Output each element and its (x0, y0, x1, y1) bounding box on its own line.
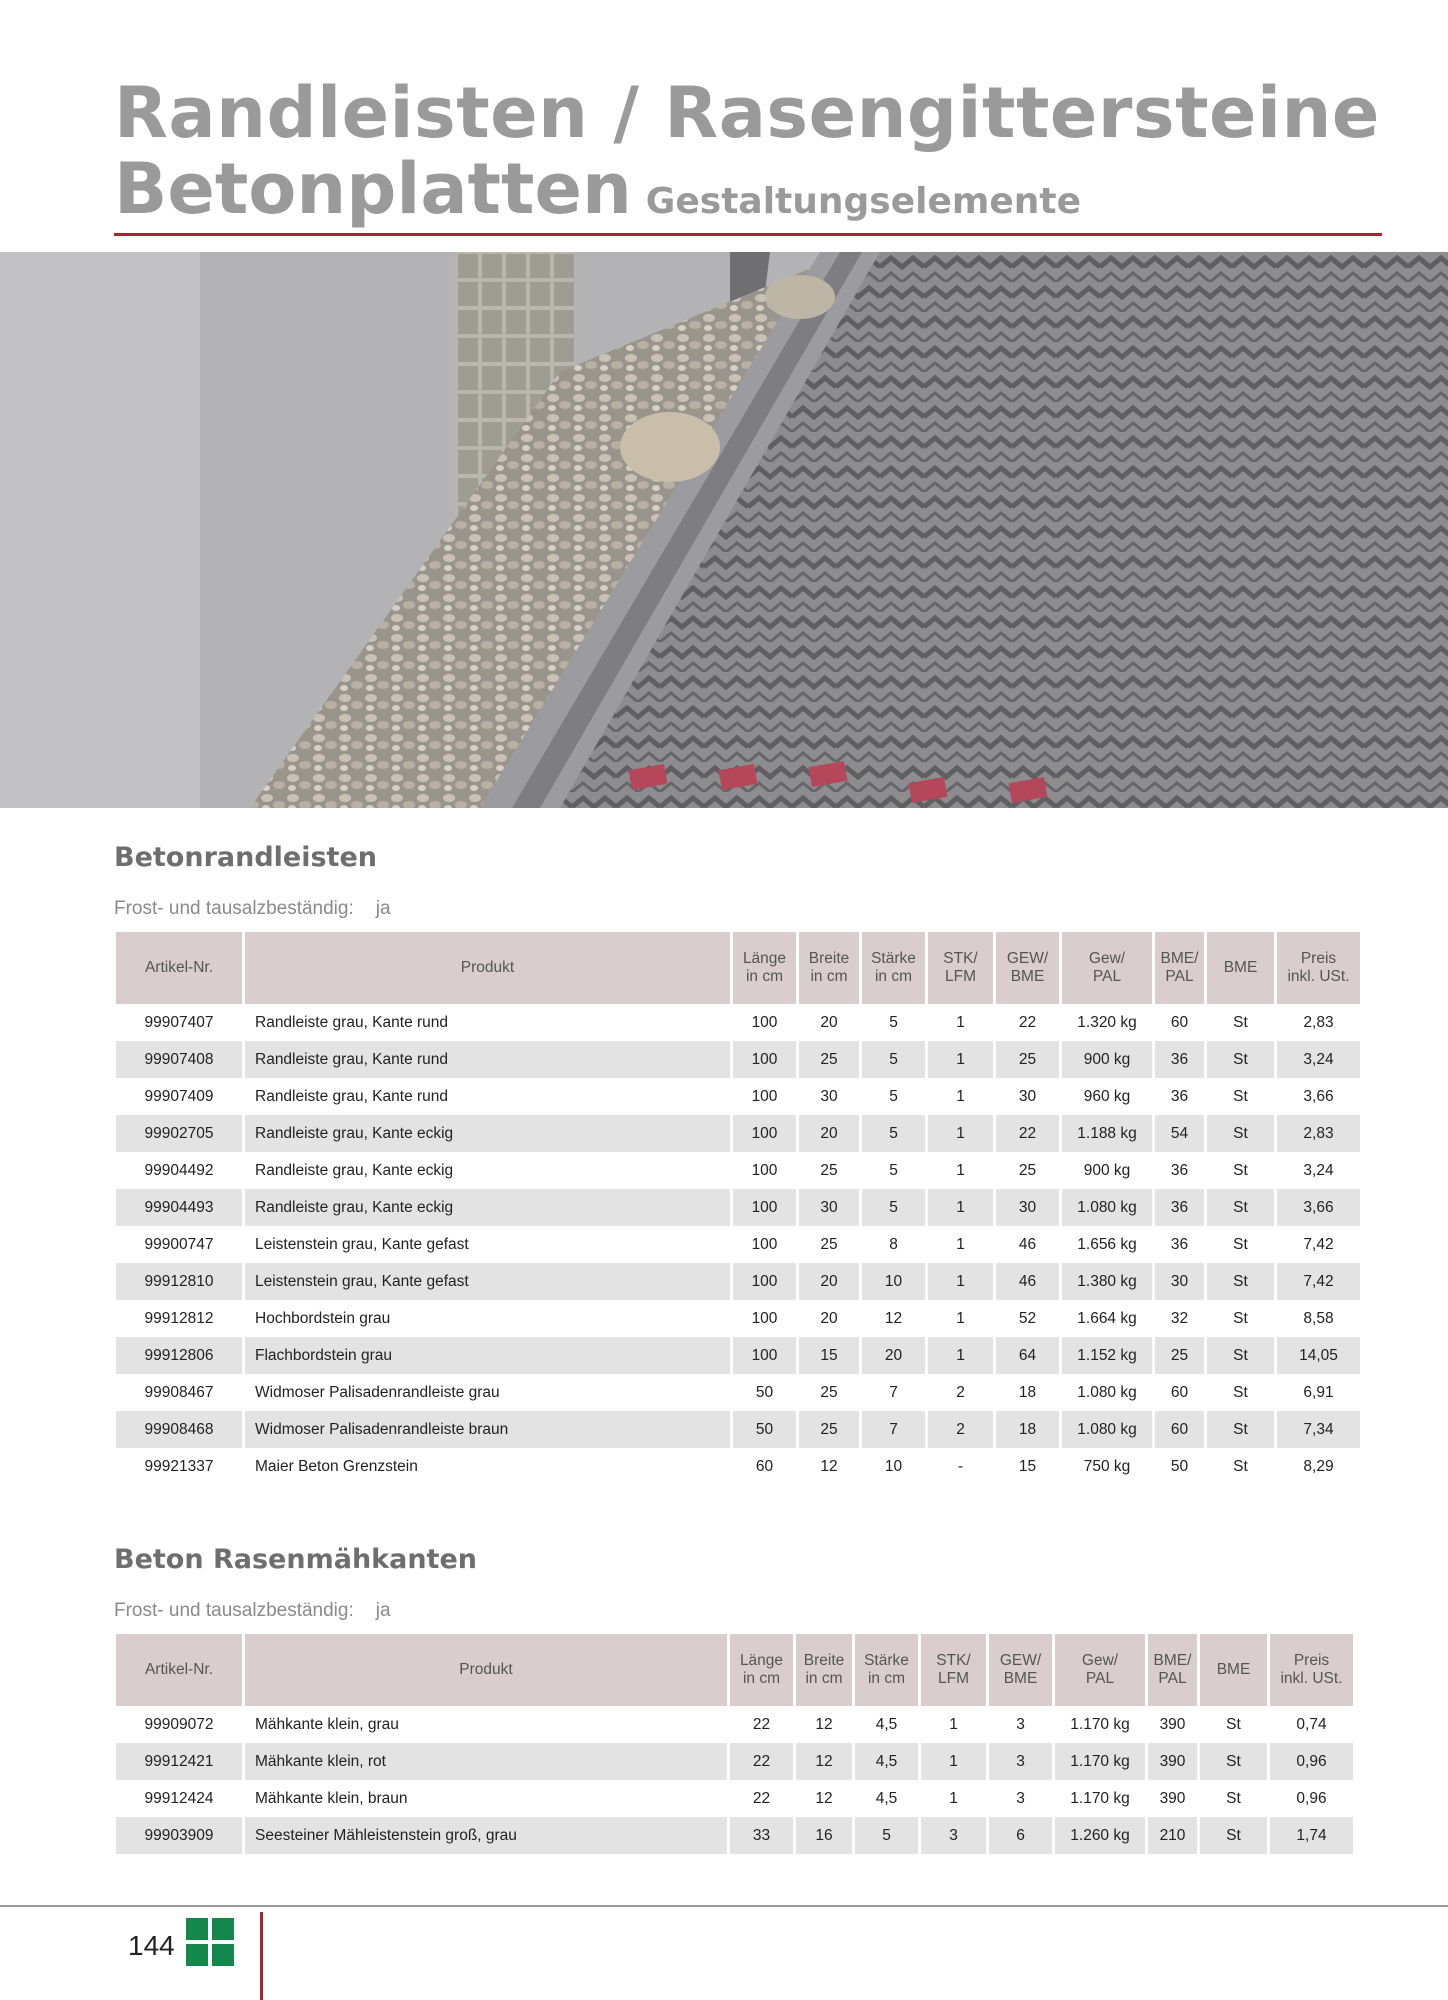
table-cell: 25 (799, 1041, 862, 1078)
table-cell: 0,96 (1296, 1789, 1327, 1807)
table-cell: 1.080 kg (1062, 1189, 1155, 1226)
table-cell: 36 (1155, 1041, 1207, 1078)
table-cell: 25 (799, 1374, 862, 1411)
table-cell: 20 (799, 1115, 862, 1152)
table-cell: 52 (996, 1300, 1062, 1337)
table-cell: 750 kg (1062, 1448, 1155, 1485)
hero-photo (0, 252, 1448, 808)
table-cell: 100 (733, 1078, 799, 1115)
col-header: Länge in cm (730, 1634, 796, 1706)
table-cell: 12 (862, 1300, 928, 1337)
table-betonrandleisten (116, 932, 1360, 1485)
table-cell: 12 (796, 1743, 855, 1780)
table-cell: Mähkante klein, rot (245, 1743, 730, 1780)
col-header: Länge in cm (733, 932, 799, 1004)
col-header: BME/ PAL (1148, 1634, 1200, 1706)
table-cell: Hochbordstein grau (245, 1300, 733, 1337)
table-cell: 18 (996, 1411, 1062, 1448)
table-cell: 210 (1148, 1817, 1200, 1854)
table-cell: Randleiste grau, Kante rund (245, 1004, 733, 1041)
table-cell: 3 (921, 1817, 989, 1854)
table-cell: 6 (989, 1817, 1055, 1854)
table-cell: 100 (733, 1226, 799, 1263)
table-cell: St (1207, 1263, 1277, 1300)
col-header: GEW/ BME (996, 932, 1062, 1004)
table-cell: St (1207, 1115, 1277, 1152)
table-cell: 60 (1155, 1374, 1207, 1411)
table-cell: 1.320 kg (1062, 1004, 1155, 1041)
table-cell: 5 (862, 1004, 928, 1041)
table-cell: 7,42 (1277, 1263, 1360, 1300)
table-cell: 15 (799, 1337, 862, 1374)
table-cell: St (1207, 1226, 1277, 1263)
table-cell: St (1207, 1337, 1277, 1374)
table-cell: 5 (862, 1152, 928, 1189)
table-cell: 0,74 (1296, 1715, 1327, 1733)
table-cell: 99912812 (116, 1300, 245, 1337)
table-cell: St (1207, 1152, 1277, 1189)
table-cell: 5 (855, 1817, 921, 1854)
table-cell: 3 (989, 1706, 1055, 1743)
table-cell: 99912810 (116, 1263, 245, 1300)
table-cell: 3,66 (1277, 1189, 1360, 1226)
frost-value: ja (375, 898, 391, 919)
table-cell: 25 (799, 1411, 862, 1448)
table-cell: 15 (996, 1448, 1062, 1485)
table-cell: - (928, 1448, 996, 1485)
footer-accent-line (260, 1912, 263, 2000)
section-title-betonrandleisten: Betonrandleisten (114, 842, 377, 873)
col-header: GEW/ BME (989, 1634, 1055, 1706)
table-cell: 99912424 (116, 1780, 245, 1817)
table-cell: 25 (996, 1041, 1062, 1078)
col-header: Artikel-Nr. (116, 932, 245, 1004)
table-cell: St (1200, 1780, 1270, 1817)
table-cell: Randleiste grau, Kante eckig (245, 1152, 733, 1189)
table-cell: 99907407 (116, 1004, 245, 1041)
table-cell: 16 (796, 1817, 855, 1854)
table-cell: 100 (733, 1300, 799, 1337)
table-cell: St (1207, 1004, 1277, 1041)
table-cell: 60 (733, 1448, 799, 1485)
table-cell: 99900747 (116, 1226, 245, 1263)
table-cell: 3,24 (1303, 1161, 1334, 1179)
table-cell: 1 (928, 1337, 996, 1374)
table-cell: Mähkante klein, braun (245, 1780, 730, 1817)
table-cell: 7 (862, 1411, 928, 1448)
table-cell: 1 (928, 1300, 996, 1337)
table-cell: 1 (928, 1078, 996, 1115)
table-cell: 99904493 (116, 1189, 245, 1226)
table-cell: Leistenstein grau, Kante gefast (245, 1226, 733, 1263)
table-cell: Seesteiner Mähleistenstein groß, grau (245, 1817, 730, 1854)
table-cell: 54 (1155, 1115, 1207, 1152)
table-cell: 22 (996, 1115, 1062, 1152)
table-cell: St (1207, 1189, 1277, 1226)
table-cell: 22 (996, 1004, 1062, 1041)
table-cell: 12 (799, 1448, 862, 1485)
table-cell: 99904492 (116, 1152, 245, 1189)
table-cell: 36 (1155, 1152, 1207, 1189)
table-cell: 1.080 kg (1062, 1374, 1155, 1411)
table-cell: 25 (996, 1152, 1062, 1189)
table-cell: 8,29 (1303, 1457, 1334, 1475)
table-cell: 1 (928, 1115, 996, 1152)
table-cell: 0,96 (1270, 1743, 1353, 1780)
table-cell: St (1207, 1078, 1277, 1115)
table-cell: 25 (799, 1226, 862, 1263)
table-cell: 1 (928, 1004, 996, 1041)
col-header: Preis inkl. USt. (1277, 932, 1360, 1004)
table-header-row (116, 932, 1360, 1004)
table-cell: 1 (921, 1780, 989, 1817)
table-cell: 99909072 (116, 1706, 245, 1743)
table-cell: 60 (1155, 1004, 1207, 1041)
table-row (116, 1337, 1360, 1374)
grid-logo-icon (186, 1918, 234, 1966)
table-cell: 3 (989, 1743, 1055, 1780)
table-cell: 6,91 (1303, 1383, 1334, 1401)
table-cell: 99907408 (116, 1041, 245, 1078)
table-cell: 99908467 (116, 1374, 245, 1411)
table-row (116, 1817, 1353, 1854)
table-cell: 3 (989, 1780, 1055, 1817)
table-cell: 900 kg (1062, 1041, 1155, 1078)
section-title-rasenmaehkanten: Beton Rasenmähkanten (114, 1544, 477, 1575)
table-cell: 1 (928, 1041, 996, 1078)
table-cell: 36 (1155, 1226, 1207, 1263)
table-cell: 33 (730, 1817, 796, 1854)
table-row (116, 1226, 1360, 1263)
table-cell: 99902705 (116, 1115, 245, 1152)
table-row (116, 1041, 1360, 1078)
table-cell: 99912421 (116, 1743, 245, 1780)
table-cell: Maier Beton Grenzstein (245, 1448, 733, 1485)
table-cell: 30 (996, 1189, 1062, 1226)
table-cell: 30 (799, 1078, 862, 1115)
table-rasenmaehkanten (116, 1634, 1353, 1854)
table-cell: 22 (730, 1780, 796, 1817)
table-row (116, 1300, 1360, 1337)
table-cell: 99912806 (116, 1337, 245, 1374)
table-cell: 25 (1155, 1337, 1207, 1374)
col-header: Gew/ PAL (1062, 932, 1155, 1004)
col-header: STK/ LFM (921, 1634, 989, 1706)
table-cell: 4,5 (855, 1743, 921, 1780)
table-cell: 8,58 (1303, 1309, 1334, 1327)
table-row (116, 1743, 1353, 1780)
table-cell: 1.170 kg (1055, 1743, 1148, 1780)
table-cell: 46 (996, 1226, 1062, 1263)
table-cell: St (1207, 1041, 1277, 1078)
col-header: Preis inkl. USt. (1270, 1634, 1353, 1706)
table-cell: 25 (799, 1152, 862, 1189)
footer-divider (0, 1905, 1448, 1907)
table-cell: Widmoser Palisadenrandleiste grau (245, 1374, 733, 1411)
table-cell: 99903909 (116, 1817, 245, 1854)
col-header: Breite in cm (796, 1634, 855, 1706)
table-cell: 900 kg (1062, 1152, 1155, 1189)
col-header: STK/ LFM (928, 932, 996, 1004)
table-cell: 100 (733, 1004, 799, 1041)
table-cell: 30 (1155, 1263, 1207, 1300)
frost-note-2 (114, 1600, 391, 1622)
table-cell: 5 (862, 1115, 928, 1152)
col-header: Produkt (245, 932, 733, 1004)
table-cell: 64 (996, 1337, 1062, 1374)
table-cell: St (1200, 1706, 1270, 1743)
table-cell: 20 (799, 1263, 862, 1300)
table-cell: 100 (733, 1263, 799, 1300)
table-cell: 2 (928, 1374, 996, 1411)
table-cell: 20 (862, 1337, 928, 1374)
frost-label: Frost- und tausalzbeständig: (114, 1600, 354, 1621)
table-cell: 8 (862, 1226, 928, 1263)
table-cell: 2,83 (1303, 1013, 1334, 1031)
frost-value: ja (375, 1600, 391, 1621)
table-cell: 30 (996, 1078, 1062, 1115)
table-cell: 1 (921, 1706, 989, 1743)
frost-label: Frost- und tausalzbeständig: (114, 898, 354, 919)
table-cell: 390 (1148, 1743, 1200, 1780)
table-cell: 100 (733, 1115, 799, 1152)
col-header: Stärke in cm (862, 932, 928, 1004)
table-row (116, 1411, 1360, 1448)
table-cell: Widmoser Palisadenrandleiste braun (245, 1411, 733, 1448)
table-cell: 50 (1155, 1448, 1207, 1485)
table-cell: 1.260 kg (1055, 1817, 1148, 1854)
table-cell: Randleiste grau, Kante rund (245, 1041, 733, 1078)
page-title (114, 72, 1380, 230)
title-line-1: Randleisten / Rasengittersteine (114, 72, 1380, 154)
table-cell: 3,66 (1303, 1087, 1334, 1105)
col-header: BME (1207, 932, 1277, 1004)
col-header: Produkt (245, 1634, 730, 1706)
table-row (116, 1448, 1360, 1485)
table-cell: 99908468 (116, 1411, 245, 1448)
table-cell: 2,83 (1277, 1115, 1360, 1152)
table-cell: 36 (1155, 1189, 1207, 1226)
table-row (116, 1078, 1360, 1115)
col-header: Artikel-Nr. (116, 1634, 245, 1706)
table-cell: Leistenstein grau, Kante gefast (245, 1263, 733, 1300)
table-row (116, 1189, 1360, 1226)
col-header: BME/ PAL (1155, 932, 1207, 1004)
frost-note-1 (114, 898, 391, 920)
table-cell: 14,05 (1277, 1337, 1360, 1374)
table-cell: 4,5 (855, 1706, 921, 1743)
table-cell: St (1200, 1743, 1270, 1780)
table-cell: 20 (799, 1004, 862, 1041)
table-cell: 1 (928, 1226, 996, 1263)
title-underline (114, 233, 1382, 236)
table-cell: 100 (733, 1189, 799, 1226)
table-cell: Randleiste grau, Kante eckig (245, 1189, 733, 1226)
table-cell: 1.380 kg (1062, 1263, 1155, 1300)
table-cell: 1.152 kg (1062, 1337, 1155, 1374)
table-row (116, 1780, 1353, 1817)
table-cell: Randleiste grau, Kante rund (245, 1078, 733, 1115)
table-cell: 960 kg (1062, 1078, 1155, 1115)
table-cell: 60 (1155, 1411, 1207, 1448)
table-cell: 7,42 (1303, 1235, 1334, 1253)
table-cell: 5 (862, 1189, 928, 1226)
table-row (116, 1706, 1353, 1743)
table-row (116, 1004, 1360, 1041)
table-cell: 7,34 (1277, 1411, 1360, 1448)
table-cell: 7 (862, 1374, 928, 1411)
table-cell: 4,5 (855, 1780, 921, 1817)
table-cell: 99907409 (116, 1078, 245, 1115)
table-cell: St (1207, 1411, 1277, 1448)
table-cell: St (1207, 1448, 1277, 1485)
table-cell: 36 (1155, 1078, 1207, 1115)
table-cell: 1 (921, 1743, 989, 1780)
table-cell: 18 (996, 1374, 1062, 1411)
table-cell: 20 (799, 1300, 862, 1337)
table-cell: 1 (928, 1152, 996, 1189)
col-header: Breite in cm (799, 932, 862, 1004)
table-cell: Flachbordstein grau (245, 1337, 733, 1374)
table-row (116, 1115, 1360, 1152)
table-cell: St (1207, 1374, 1277, 1411)
table-cell: 12 (796, 1780, 855, 1817)
table-cell: 1 (928, 1189, 996, 1226)
table-cell: 1.170 kg (1055, 1780, 1148, 1817)
table-cell: 10 (862, 1448, 928, 1485)
page-number: 144 (128, 1930, 175, 1961)
col-header: Gew/ PAL (1055, 1634, 1148, 1706)
table-cell: 2 (928, 1411, 996, 1448)
table-cell: 32 (1155, 1300, 1207, 1337)
table-cell: 1.170 kg (1055, 1706, 1148, 1743)
table-cell: 99921337 (116, 1448, 245, 1485)
table-cell: 22 (730, 1706, 796, 1743)
table-cell: 10 (862, 1263, 928, 1300)
col-header: Stärke in cm (855, 1634, 921, 1706)
table-cell: 100 (733, 1152, 799, 1189)
table-cell: Mähkante klein, grau (245, 1706, 730, 1743)
table-row (116, 1152, 1360, 1189)
table-cell: Randleiste grau, Kante eckig (245, 1115, 733, 1152)
table-cell: 1.664 kg (1062, 1300, 1155, 1337)
table-cell: 22 (730, 1743, 796, 1780)
table-cell: St (1200, 1817, 1270, 1854)
table-cell: 1,74 (1270, 1817, 1353, 1854)
table-cell: 1.656 kg (1062, 1226, 1155, 1263)
table-cell: 12 (796, 1706, 855, 1743)
table-cell: St (1207, 1300, 1277, 1337)
table-cell: 1.188 kg (1062, 1115, 1155, 1152)
table-cell: 5 (862, 1041, 928, 1078)
table-header-row (116, 1634, 1353, 1706)
title-subtitle: Gestaltungselemente (645, 181, 1082, 222)
table-cell: 50 (733, 1411, 799, 1448)
table-cell: 5 (862, 1078, 928, 1115)
table-cell: 1.080 kg (1062, 1411, 1155, 1448)
table-cell: 3,24 (1277, 1041, 1360, 1078)
table-cell: 100 (733, 1041, 799, 1078)
table-cell: 390 (1148, 1706, 1200, 1743)
table-cell: 30 (799, 1189, 862, 1226)
col-header: BME (1200, 1634, 1270, 1706)
table-row (116, 1263, 1360, 1300)
title-line-2 (114, 148, 1380, 230)
title-line-2-main: Betonplatten (114, 148, 632, 230)
table-cell: 100 (733, 1337, 799, 1374)
table-cell: 46 (996, 1263, 1062, 1300)
table-cell: 50 (733, 1374, 799, 1411)
table-cell: 390 (1148, 1780, 1200, 1817)
table-cell: 1 (928, 1263, 996, 1300)
table-row (116, 1374, 1360, 1411)
